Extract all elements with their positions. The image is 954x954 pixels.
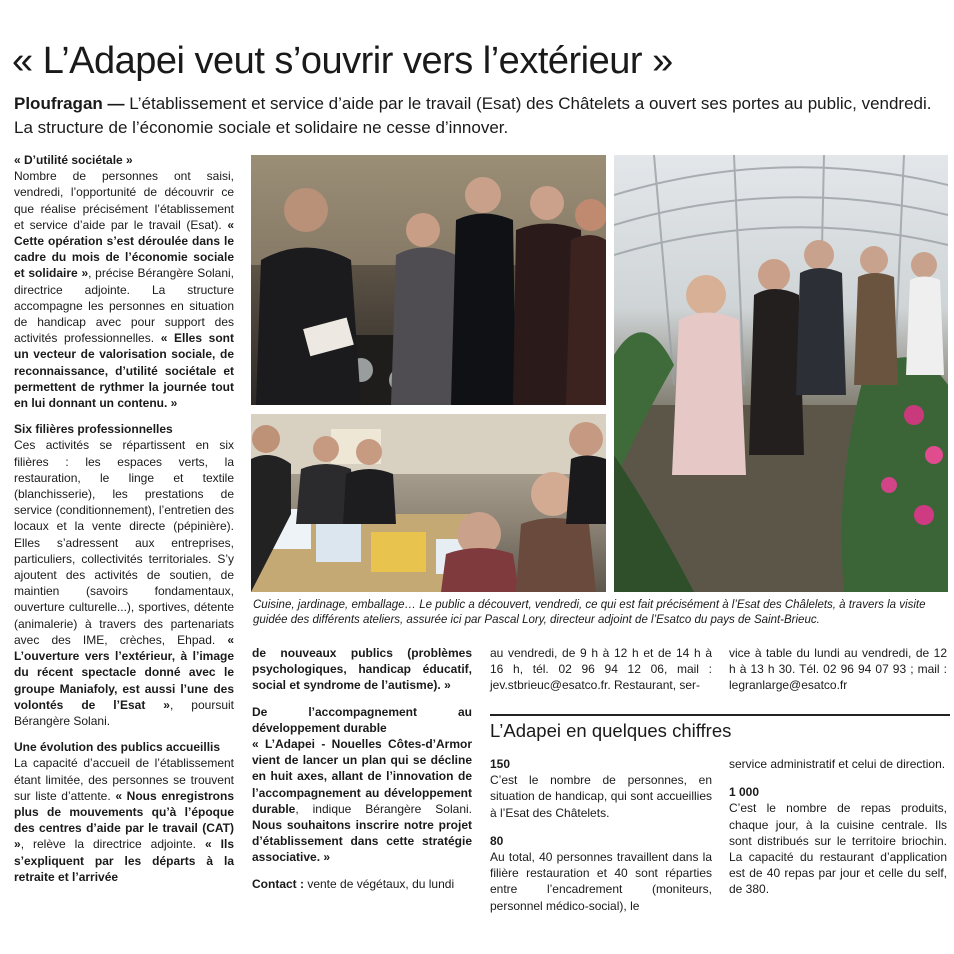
figure-number: 150 bbox=[490, 757, 511, 771]
photo-greenhouse-image bbox=[614, 155, 948, 592]
article-column-1 bbox=[14, 152, 234, 885]
subheading-filieres: Six filières professionnelles bbox=[14, 422, 173, 437]
subheading-utilite: « D’utilité sociétale » bbox=[14, 153, 133, 167]
photo-caption: Cuisine, jardinage, emballage… Le public a découvert, vendredi, ce qui est fait précisément à l’Esat des Châlelets, à travers la visite guidée des différents ateliers, assurée ici par Pascal Lory, directeur adjoint de l’Esatco du pays de Saint-Brieuc. bbox=[253, 599, 926, 626]
article-column-2 bbox=[252, 645, 472, 892]
photo-workshop-demo-image bbox=[251, 155, 606, 405]
contact-details: au vendredi, de 9 h à 12 h et de 14 h à 16 h, tél. 02 96 94 12 06, mail : jev.stbrieuc@esatco.fr. Restaurant, ser- bbox=[490, 646, 712, 693]
figure-text: service administratif et celui de direction. bbox=[729, 757, 946, 771]
figures-column-left bbox=[490, 756, 712, 914]
paragraph: Ces activités se répartissent en six filières : les espaces verts, la restauration, le linge et textile (blanchisserie), les prestations de service (conditionnement), l’entretien des locaux et la vente directe (pépinière). Elles s’adressent aux entreprises, particuliers, collectivités territoriales. S’y ajoutent des activités de soutien, de maintien (savoirs fondamentaux, ouverture culturelle...), sportives, détente (animalerie) à travers des partenariats avec des IME, crèches, Ehpad. « L’ouverture vers l’extérieur, à l’image du récent spectacle donné avec le groupe Maniafoly, est aussi l’une des volontés de l’Esat », poursuit Bérangère Solani. bbox=[14, 438, 234, 728]
paragraph: La capacité d’accueil de l’établissement étant limitée, des personnes se trouvent sur liste d’attente. « Nous enregistrons plus de mouvements qu’à l’époque des centres d’aide par le travail (CAT) », relève la directrice adjointe. « Ils s’expliquent par les départs à la retraite et l’arrivée bbox=[14, 756, 235, 884]
photo-packaging bbox=[251, 414, 606, 592]
paragraph: Nombre de personnes ont saisi, vendredi, l’opportunité de découvrir ce que réalise précisément l’établissement et service d’aide par le travail (Esat). « Cette opération s’est déroulée dans le cadre du mois de l’économie sociale et solidaire », précise Bérangère Solani, directrice adjointe. La structure accompagne les personnes en situation de handicap avec pour support des activités professionnelles. « Elles sont un vecteur de valorisation sociale, de reconnaissance, d’utilité sociétale et permettent de rythmer la journée tout en lui donnant un contenu. » bbox=[14, 169, 234, 411]
figure-text: C’est le nombre de repas produits, chaque jour, à la cuisine centrale. Ils sont distribués sur le territoire briochin. La capacité du restaurant d’application est de 40 repas par jour et celle du self, de 380. bbox=[729, 801, 947, 897]
restaurant-details: vice à table du lundi au vendredi, de 12 h à 13 h 30. Tél. 02 96 94 07 93 ; mail : legranlarge@esatco.fr bbox=[729, 646, 947, 693]
figure-number: 1 000 bbox=[729, 785, 760, 800]
subheading-evolution: Une évolution des publics accueillis bbox=[14, 740, 221, 755]
article-lead bbox=[14, 92, 944, 140]
photo-greenhouse bbox=[614, 155, 948, 592]
photo-workshop-demo bbox=[251, 155, 606, 405]
article-column-3 bbox=[490, 645, 712, 694]
figure-text: Au total, 40 personnes travaillent dans la filière restauration et 40 sont réparties entre l’encadrement (moniteurs, personnel médico-social), le bbox=[490, 850, 712, 913]
photo-packaging-image bbox=[251, 414, 606, 592]
figure-text: C’est le nombre de personnes, en situation de handicap, qui sont accueillies à l’Esat des Châtelets. bbox=[490, 773, 712, 820]
subheading-developpement: De l’accompagnement au développement durable bbox=[252, 704, 472, 735]
dateline-place: Ploufragan — bbox=[14, 94, 125, 113]
contact-line: Contact : vente de végétaux, du lundi bbox=[252, 876, 455, 891]
article-title: « L’Adapei veut s’ouvrir vers l’extérieur » bbox=[12, 40, 673, 82]
figure-number: 80 bbox=[490, 833, 504, 848]
lead-text: L’établissement et service d’aide par le travail (Esat) des Châtelets a ouvert ses portes au public, vendredi. La structure de l’économie sociale et solidaire ne cesse d’innover. bbox=[14, 94, 932, 137]
article-column-4 bbox=[729, 645, 947, 694]
paragraph: « L’Adapei - Nouelles Côtes-d’Armor vient de lancer un plan qui se décline en huit axes, allant de l’innovation de l’accompagnement au développement durable, indique Bérangère Solani. Nous souhaitons inscrire notre projet d’établissement dans cette stratégie associative. » bbox=[252, 737, 472, 865]
paragraph: de nouveaux publics (problèmes psychologiques, handicap éducatif, social et syndrome de l’autisme). » bbox=[252, 646, 472, 693]
figures-box-title: L’Adapei en quelques chiffres bbox=[490, 714, 950, 744]
figures-column-right bbox=[729, 756, 947, 898]
